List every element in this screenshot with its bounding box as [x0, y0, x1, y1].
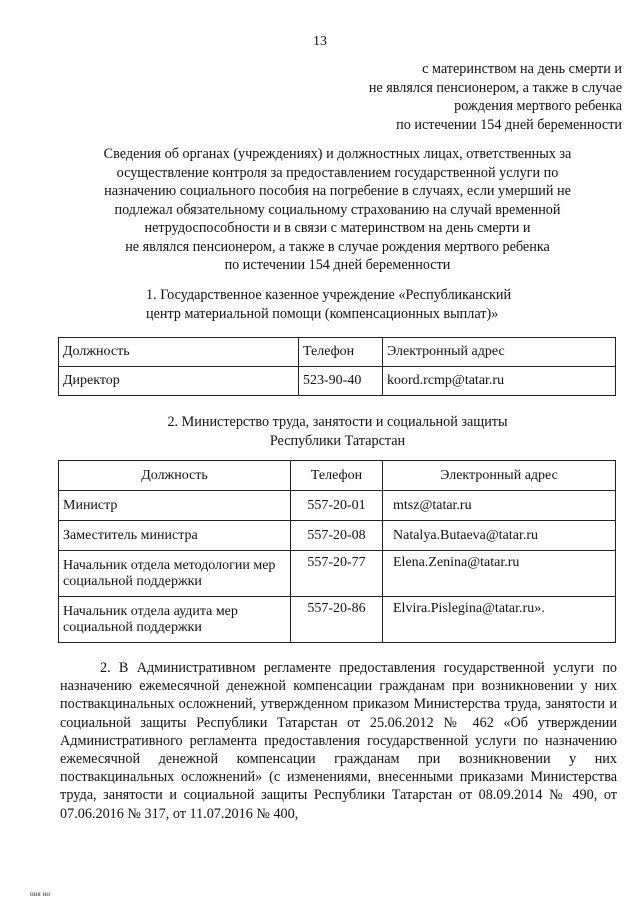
cell-phone: 557-20-86 [291, 597, 383, 643]
heading-line: назначению социального пособия на погребение в случаях, если умерший не [104, 183, 571, 199]
org2-title-line: Республики Татарстан [269, 432, 406, 449]
header-cell-email: Электронный адрес [383, 338, 616, 367]
org2-title [60, 413, 615, 450]
header-cell-phone: Телефон [299, 338, 383, 367]
heading-line: осуществление контроля за предоставлением государственной услуги по [116, 164, 559, 181]
paragraph-text: 2. В Административном регламенте предоставления государственной услуги по назначению ежемесячной денежной компенсации гражданам при возникновении у них поствакцинальных осложнений, утвержденном приказом Министерства труда, занятости и социальной защиты Республики Татарстан от 25.06.2012 № 462 «Об утверждении Административного регламента предоставления государственной услуги по назначению ежемесячной денежной компенсации гражданам при возникновении у них поствакцинальных осложнений» (с изменениями, внесенными приказами Министерства труда, занятости и социальной защиты Республики Татарстан от 08.09.2014 № 490, от 07.06.2016 № 317, от 11.07.2016 № 400, [60, 660, 617, 822]
cell-position: Министр [59, 491, 291, 521]
header-right-block [369, 60, 622, 134]
org1-title-line: центр материальной помощи (компенсационных выплат)» [146, 305, 499, 322]
cell-position: Директор [59, 367, 299, 396]
cell-email: Natalya.Butaeva@tatar.ru [383, 521, 616, 551]
cell-phone: 557-20-08 [291, 521, 383, 551]
header-cell-phone: Телефон [291, 461, 383, 491]
table-header-row [59, 461, 616, 491]
cell-phone: 557-20-01 [291, 491, 383, 521]
table-row [59, 521, 616, 551]
heading-line: по истечении 154 дней беременности [224, 257, 451, 273]
org2-contacts-table [58, 460, 616, 643]
heading-line: Сведения об органах (учреждениях) и должностных лицах, ответственных за [103, 146, 572, 162]
table-row [59, 491, 616, 521]
header-right-line: с материнством на день смерти и [422, 61, 622, 77]
footer-mark: ння нн [30, 890, 50, 898]
cell-email: koord.rcmp@tatar.ru [383, 367, 616, 396]
cell-position: Начальник отдела методологии мер социальной поддержки [59, 551, 291, 597]
cell-phone: 557-20-77 [291, 551, 383, 597]
table-row [59, 551, 616, 597]
cell-email: Elena.Zenina@tatar.ru [383, 551, 616, 597]
org1-contacts-table [58, 337, 616, 396]
header-cell-position: Должность [59, 338, 299, 367]
header-cell-position: Должность [59, 461, 291, 491]
org2-title-line: 2. Министерство труда, занятости и социальной защиты [167, 414, 508, 430]
header-right-line: не являлся пенсионером, а также в случае [368, 79, 622, 96]
cell-phone: 523-90-40 [299, 367, 383, 396]
heading-line: подлежал обязательному социальному страхованию на случай временной [114, 201, 561, 218]
org1-title [146, 286, 511, 323]
header-right-line: рождения мертвого ребенка [454, 98, 622, 114]
cell-position: Заместитель министра [59, 521, 291, 551]
heading-line: не являлся пенсионером, а также в случае рождения мертвого ребенка [125, 238, 550, 255]
table-row [59, 367, 616, 396]
header-right-line: по истечении 154 дней беременности [396, 116, 622, 133]
document-heading [60, 145, 615, 275]
table-header-row [59, 338, 616, 367]
cell-email: Elvira.Pislegina@tatar.ru». [383, 597, 616, 643]
heading-line: нетрудоспособности и в связи с материнством на день смерти и [144, 220, 531, 236]
cell-position: Начальник отдела аудита мер социальной поддержки [59, 597, 291, 643]
header-cell-email: Электронный адрес [383, 461, 616, 491]
page-number: 13 [313, 34, 327, 49]
org1-title-line: 1. Государственное казенное учреждение «Республиканский [146, 287, 512, 303]
cell-email: mtsz@tatar.ru [383, 491, 616, 521]
body-paragraph [60, 659, 617, 823]
table-row [59, 597, 616, 643]
